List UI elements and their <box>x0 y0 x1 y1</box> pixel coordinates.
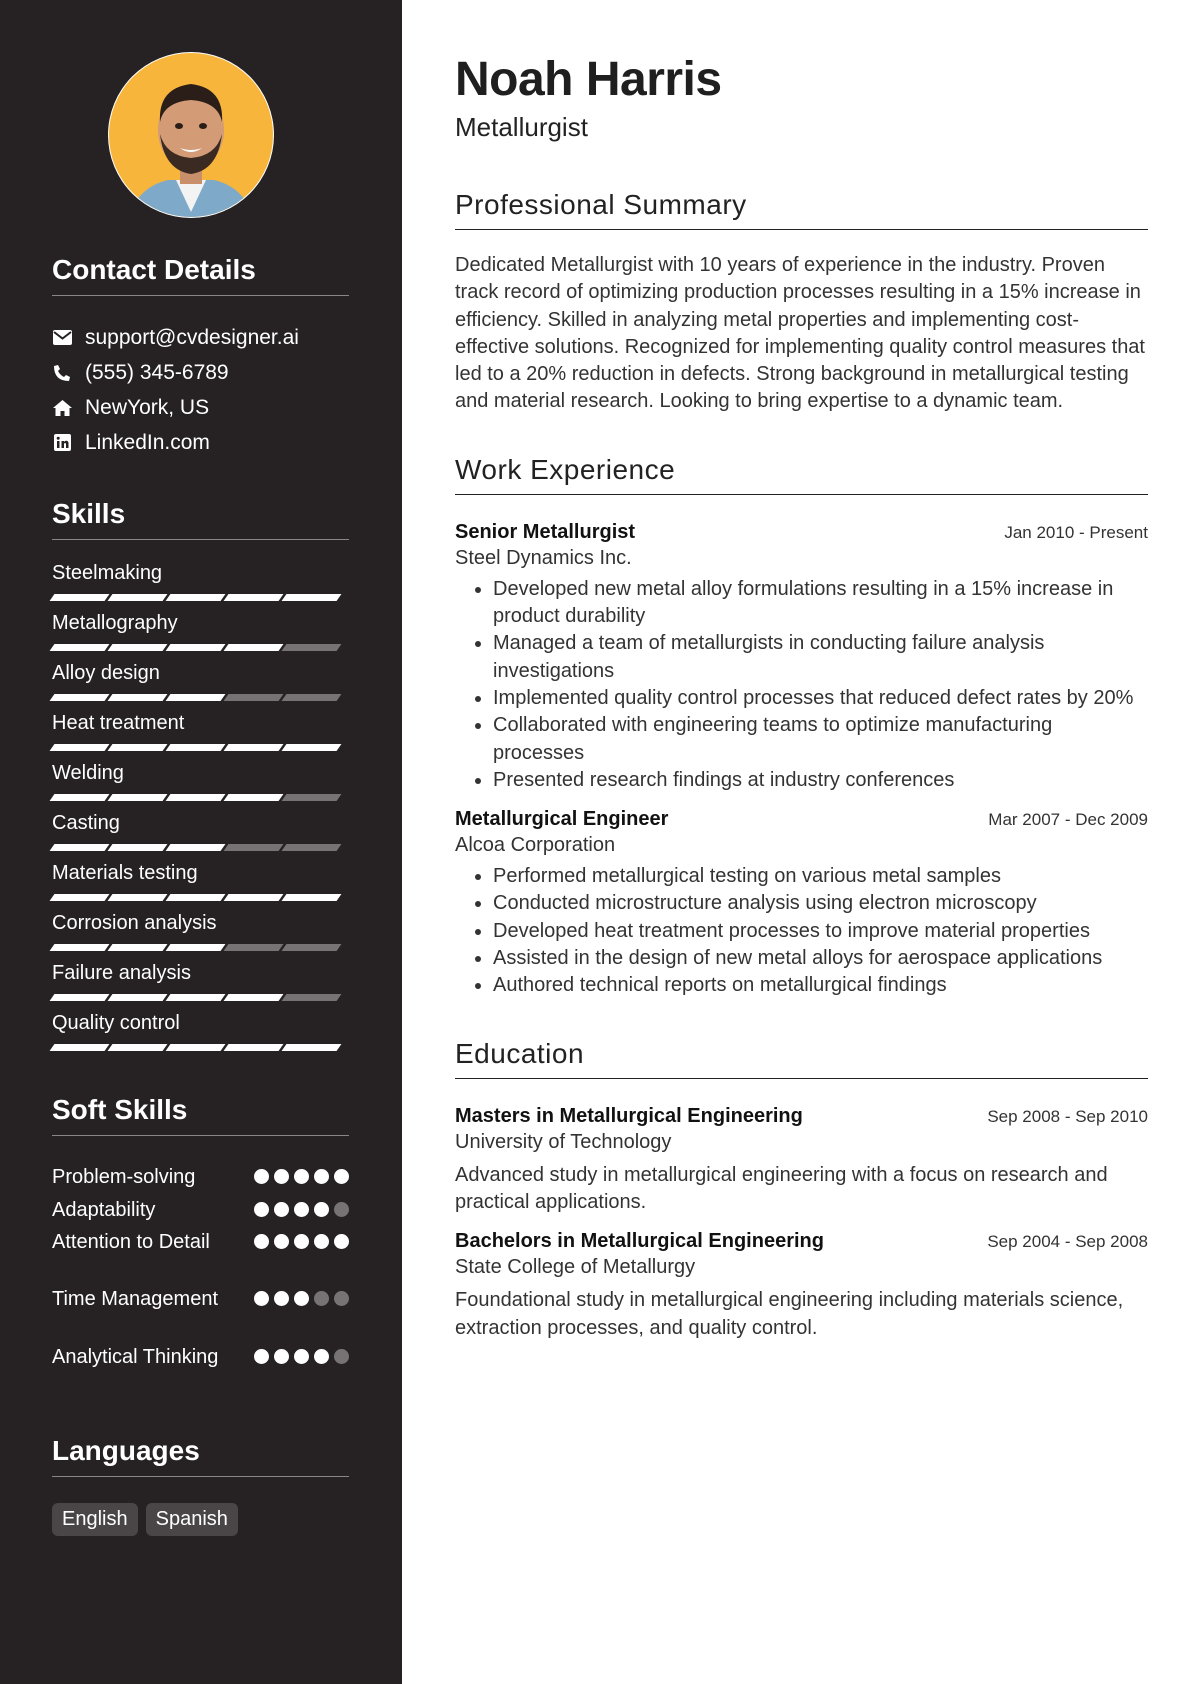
summary-heading: Professional Summary <box>455 189 1148 230</box>
person-name: Noah Harris <box>455 53 722 106</box>
skill-level-segment <box>282 794 342 801</box>
soft-skill-dots <box>249 1286 349 1306</box>
skill-level-segment <box>108 994 168 1001</box>
soft-skill-dot <box>274 1234 289 1249</box>
job-bullets <box>455 576 1148 794</box>
skills-heading: Skills <box>52 498 349 540</box>
skill-level-segment <box>166 894 226 901</box>
contact-email-text: support@cvdesigner.ai <box>85 325 299 349</box>
skill-row <box>52 560 349 610</box>
languages-heading: Languages <box>52 1435 349 1477</box>
skill-level-bars <box>52 994 349 1001</box>
soft-skill-row <box>52 1229 349 1286</box>
soft-skill-dot <box>314 1202 329 1217</box>
soft-skill-dot <box>274 1349 289 1364</box>
skill-level-segment <box>224 844 284 851</box>
soft-skill-dot <box>314 1291 329 1306</box>
skill-name: Corrosion analysis <box>52 912 217 934</box>
sidebar <box>0 0 402 1684</box>
skill-level-segment <box>166 594 226 601</box>
soft-skill-dot <box>274 1169 289 1184</box>
skill-level-segment <box>50 844 110 851</box>
skill-level-bars <box>52 644 349 651</box>
soft-skill-dot <box>254 1234 269 1249</box>
soft-skill-dot <box>334 1349 349 1364</box>
soft-skill-row <box>52 1164 349 1197</box>
education-dates: Sep 2004 - Sep 2008 <box>987 1232 1148 1252</box>
soft-skill-row <box>52 1197 349 1229</box>
skill-row <box>52 810 349 860</box>
person-title: Metallurgist <box>455 112 588 142</box>
skill-level-segment <box>224 894 284 901</box>
soft-skill-dots <box>249 1344 349 1364</box>
education-entry <box>455 1230 1148 1342</box>
skill-name: Alloy design <box>52 662 160 684</box>
skill-level-segment <box>282 944 342 951</box>
soft-skill-dot <box>334 1202 349 1217</box>
skill-level-bars <box>52 844 349 851</box>
job-bullets <box>455 863 1148 999</box>
list-item: • Developed new metal alloy formulations resulting in a 15% increase in product durability <box>493 576 1148 631</box>
phone-icon <box>52 363 72 383</box>
job-title: Metallurgical Engineer <box>455 808 669 831</box>
skill-level-bars <box>52 694 349 701</box>
skill-level-segment <box>50 744 110 751</box>
skill-level-segment <box>50 694 110 701</box>
soft-skill-dot <box>294 1291 309 1306</box>
list-item: • Collaborated with engineering teams to optimize manufacturing processes <box>493 712 1148 767</box>
summary-text: Dedicated Metallurgist with 10 years of experience in the industry. Proven track record of optimizing production processes resulting in a 15% increase in efficiency. Skilled in analyzing metal properties and implementing cost-effective solutions. Recognized for implementing quality control measures that led to a 20% reduction in defects. Strong background in metallurgical testing and material research. Looking to bring expertise to a dynamic team. <box>455 254 1145 413</box>
languages-list <box>52 1503 349 1536</box>
skill-level-segment <box>108 794 168 801</box>
skill-level-segment <box>166 644 226 651</box>
soft-skill-name: Problem-solving <box>52 1166 196 1188</box>
skills-list <box>52 560 349 1060</box>
skill-level-bars <box>52 944 349 951</box>
soft-skill-dot <box>314 1349 329 1364</box>
soft-skill-dots <box>249 1164 349 1184</box>
home-icon <box>52 398 72 418</box>
skill-level-segment <box>224 594 284 601</box>
education-heading: Education <box>455 1038 1148 1079</box>
skill-name: Materials testing <box>52 862 198 884</box>
soft-skills-heading: Soft Skills <box>52 1094 349 1136</box>
skill-level-segment <box>224 944 284 951</box>
soft-skill-dot <box>334 1169 349 1184</box>
skill-name: Steelmaking <box>52 562 163 584</box>
skill-name: Welding <box>52 762 124 784</box>
skill-name: Casting <box>52 812 120 834</box>
list-item: • Managed a team of metallurgists in conducting failure analysis investigations <box>493 630 1148 685</box>
skill-row <box>52 760 349 810</box>
skill-row <box>52 610 349 660</box>
job-title: Senior Metallurgist <box>455 520 636 543</box>
experience-heading: Work Experience <box>455 454 1148 495</box>
contact-location-text: NewYork, US <box>85 395 210 419</box>
contact-phone-text: (555) 345-6789 <box>85 360 229 384</box>
language-badge: English <box>52 1503 138 1536</box>
skill-level-segment <box>282 694 342 701</box>
skill-name: Metallography <box>52 612 178 634</box>
skill-name: Failure analysis <box>52 962 191 984</box>
skill-level-segment <box>50 644 110 651</box>
list-item: • Performed metallurgical testing on various metal samples <box>493 863 1148 890</box>
soft-skill-dot <box>254 1349 269 1364</box>
skill-level-segment <box>166 744 226 751</box>
skill-level-segment <box>224 644 284 651</box>
contact-linkedin-text: LinkedIn.com <box>85 430 210 454</box>
skill-level-segment <box>224 694 284 701</box>
soft-skill-name: Attention to Detail <box>52 1231 210 1253</box>
skill-level-segment <box>282 994 342 1001</box>
skill-row <box>52 860 349 910</box>
skill-level-bars <box>52 594 349 601</box>
contact-location <box>52 390 349 425</box>
skill-level-segment <box>108 644 168 651</box>
soft-skill-dot <box>334 1234 349 1249</box>
contact-email[interactable] <box>52 320 349 355</box>
skill-row <box>52 960 349 1010</box>
job-company: Alcoa Corporation <box>455 834 616 857</box>
skill-level-segment <box>282 844 342 851</box>
skill-level-segment <box>108 894 168 901</box>
school-name: University of Technology <box>455 1130 672 1153</box>
skill-level-segment <box>166 1044 226 1051</box>
soft-skill-dot <box>274 1291 289 1306</box>
skill-level-segment <box>50 1044 110 1051</box>
skill-row <box>52 910 349 960</box>
skill-level-segment <box>108 1044 168 1051</box>
soft-skill-row <box>52 1286 349 1344</box>
skill-name: Heat treatment <box>52 712 185 734</box>
list-item: • Developed heat treatment processes to improve material properties <box>493 918 1148 945</box>
soft-skill-dot <box>334 1291 349 1306</box>
skill-level-segment <box>166 794 226 801</box>
education-entry <box>455 1105 1148 1217</box>
skill-level-segment <box>108 744 168 751</box>
skill-level-segment <box>282 644 342 651</box>
skill-level-segment <box>166 694 226 701</box>
contact-phone[interactable] <box>52 355 349 390</box>
soft-skill-dot <box>294 1202 309 1217</box>
soft-skill-name: Adaptability <box>52 1199 156 1221</box>
skill-level-bars <box>52 744 349 751</box>
skill-level-segment <box>224 794 284 801</box>
job-company: Steel Dynamics Inc. <box>455 546 632 569</box>
education-dates: Sep 2008 - Sep 2010 <box>987 1106 1148 1126</box>
degree-title: Masters in Metallurgical Engineering <box>455 1104 803 1127</box>
linkedin-icon <box>52 433 72 453</box>
soft-skill-dot <box>314 1234 329 1249</box>
contact-heading: Contact Details <box>52 254 349 296</box>
skill-level-bars <box>52 1044 349 1051</box>
main-content <box>402 0 1200 1684</box>
skill-level-segment <box>108 594 168 601</box>
soft-skill-name: Analytical Thinking <box>52 1346 219 1368</box>
language-badge: Spanish <box>146 1503 238 1536</box>
skill-level-bars <box>52 894 349 901</box>
soft-skill-dot <box>254 1202 269 1217</box>
skill-level-segment <box>166 944 226 951</box>
list-item: • Conducted microstructure analysis using electron microscopy <box>493 890 1148 917</box>
soft-skill-row <box>52 1344 349 1401</box>
skill-level-segment <box>50 944 110 951</box>
skill-level-segment <box>50 994 110 1001</box>
soft-skill-dot <box>314 1169 329 1184</box>
list-item: • Assisted in the design of new metal alloys for aerospace applications <box>493 945 1148 972</box>
soft-skill-name: Time Management <box>52 1288 218 1310</box>
soft-skill-dot <box>254 1291 269 1306</box>
skill-level-segment <box>50 794 110 801</box>
envelope-icon <box>52 328 72 348</box>
skill-level-segment <box>108 694 168 701</box>
skill-level-segment <box>50 594 110 601</box>
list-item: • Implemented quality control processes that reduced defect rates by 20% <box>493 685 1148 712</box>
job-dates: Jan 2010 - Present <box>1004 522 1148 542</box>
soft-skills-list <box>52 1164 349 1401</box>
skill-level-segment <box>282 1044 342 1051</box>
job-dates: Mar 2007 - Dec 2009 <box>988 810 1148 830</box>
contact-list <box>52 320 349 460</box>
skill-level-segment <box>166 994 226 1001</box>
skill-level-segment <box>108 944 168 951</box>
skill-name: Quality control <box>52 1012 180 1034</box>
skill-level-segment <box>50 894 110 901</box>
soft-skill-dot <box>294 1169 309 1184</box>
list-item: • Presented research findings at industry conferences <box>493 767 1148 794</box>
soft-skill-dot <box>274 1202 289 1217</box>
soft-skill-dots <box>249 1197 349 1217</box>
education-description: Advanced study in metallurgical engineering with a focus on research and practical applications. <box>455 1163 1108 1213</box>
skill-level-segment <box>224 1044 284 1051</box>
skill-level-segment <box>108 844 168 851</box>
soft-skill-dot <box>294 1234 309 1249</box>
skill-level-bars <box>52 794 349 801</box>
soft-skill-dot <box>294 1349 309 1364</box>
skill-row <box>52 660 349 710</box>
job-entry <box>455 808 1148 999</box>
skill-level-segment <box>282 894 342 901</box>
skill-row <box>52 710 349 760</box>
skill-row <box>52 1010 349 1060</box>
education-description: Foundational study in metallurgical engineering including materials science, extraction processes, and quality control. <box>455 1289 1124 1339</box>
soft-skill-dot <box>254 1169 269 1184</box>
skill-level-segment <box>282 744 342 751</box>
skill-level-segment <box>224 744 284 751</box>
profile-photo <box>108 52 274 218</box>
degree-title: Bachelors in Metallurgical Engineering <box>455 1230 824 1253</box>
skill-level-segment <box>282 594 342 601</box>
list-item: • Authored technical reports on metallurgical findings <box>493 972 1148 999</box>
skill-level-segment <box>166 844 226 851</box>
avatar <box>108 52 274 218</box>
skill-level-segment <box>224 994 284 1001</box>
school-name: State College of Metallurgy <box>455 1256 696 1279</box>
soft-skill-dots <box>249 1229 349 1249</box>
contact-linkedin[interactable] <box>52 425 349 460</box>
job-entry <box>455 521 1148 794</box>
